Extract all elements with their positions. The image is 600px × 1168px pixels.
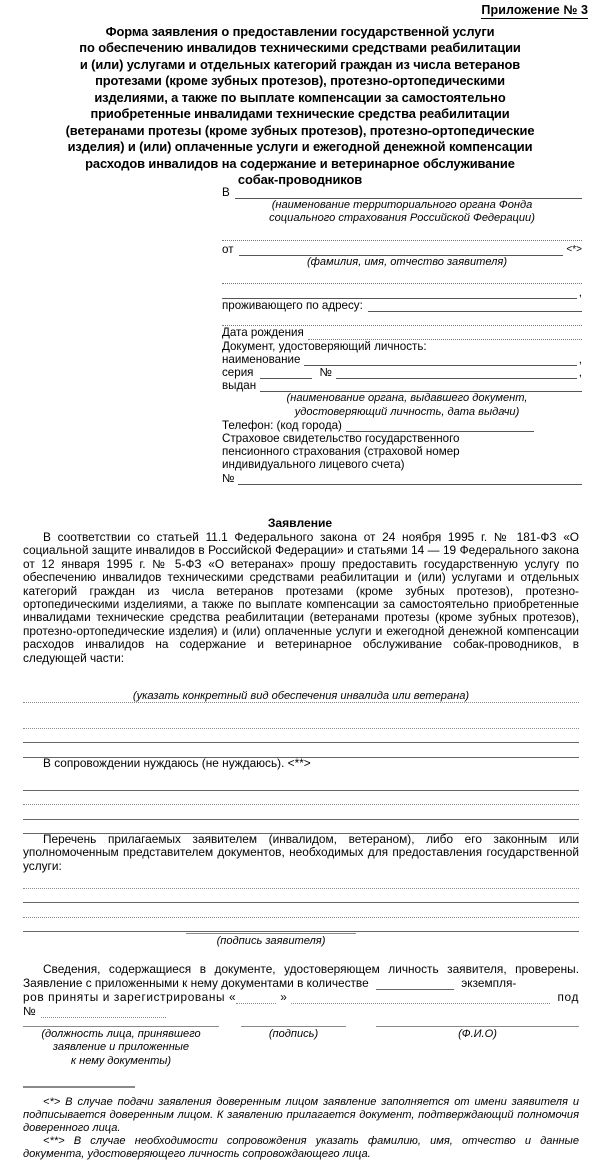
- applicant-name-input[interactable]: [239, 244, 564, 256]
- snils-label-line-1: Страховое свидетельство государственного: [222, 432, 460, 446]
- id-issued-caption-line-2: удостоверяющий личность, дата выдачи): [294, 405, 520, 418]
- official-position-caption-line-3: к нему документы): [70, 1054, 172, 1067]
- signature-table-gap-1: [219, 1026, 241, 1067]
- annex-label: Приложение № 3: [481, 3, 588, 17]
- id-number-input[interactable]: [336, 367, 577, 379]
- addressee-block: [222, 186, 582, 485]
- applicant-name-continuation-input[interactable]: [222, 287, 577, 299]
- attachments-line-2[interactable]: [23, 889, 579, 904]
- registration-text-2-tail: под: [557, 989, 579, 1004]
- id-number-comma: ,: [578, 366, 582, 380]
- comma-separator: ,: [578, 286, 582, 300]
- title-line-7: (ветеранами протезы (кроме зубных протезов), протезно-ортопедические: [65, 122, 535, 138]
- title-line-9: расходов инвалидов на содержание и ветеринарное обслуживание: [85, 155, 515, 171]
- official-signature-column: [241, 1026, 346, 1067]
- addressee-overflow-dotted-line[interactable]: [222, 228, 582, 241]
- applicant-name-continuation-row: [222, 286, 582, 299]
- attachments-line-3[interactable]: [23, 903, 579, 918]
- escort-declaration: В сопровождении нуждаюсь (не нуждаюсь). <**>: [43, 756, 311, 770]
- id-document-label: Документ, удостоверяющий личность:: [222, 339, 427, 353]
- escort-line-2[interactable]: [23, 791, 579, 806]
- footnotes-block: [23, 1096, 579, 1161]
- signature-table-gap-2: [346, 1026, 376, 1067]
- id-name-label: наименование: [222, 352, 301, 366]
- footnote-separator: [23, 1086, 135, 1088]
- registration-line-3: [23, 1005, 579, 1019]
- snils-number-row: [222, 472, 582, 485]
- attachments-lines: [23, 874, 579, 932]
- title-line-1: Форма заявления о предоставлении государственной услуги: [105, 24, 495, 39]
- id-name-comma: ,: [578, 352, 582, 366]
- snils-number-label: №: [222, 471, 235, 485]
- birthdate-label: Дата рождения: [222, 326, 304, 340]
- residence-label: проживающего по адресу:: [222, 299, 363, 313]
- attachments-line-1[interactable]: [23, 874, 579, 889]
- attachments-paragraph: Перечень прилагаемых заявителем (инвалидом, ветераном), либо его законным или уполномоченным представителем документов, необходимых для предоставления государственной услуги:: [23, 832, 579, 873]
- phone-label: Телефон: (код города): [222, 418, 342, 432]
- official-position-caption-line-2: заявление и приложенные: [52, 1041, 190, 1054]
- addressee-input[interactable]: [235, 187, 582, 199]
- phone-row: [222, 419, 582, 432]
- id-issued-input[interactable]: [260, 380, 582, 392]
- official-position-column: [23, 1026, 219, 1067]
- registration-copies-input[interactable]: [376, 978, 454, 990]
- applicant-name-footnote-marker: <*>: [566, 243, 582, 255]
- id-name-row: [222, 353, 582, 366]
- registration-line-1: [23, 963, 579, 990]
- addressee-caption-line-1: (наименование территориального органа Фонда: [271, 199, 533, 212]
- phone-input[interactable]: [346, 420, 534, 432]
- statement-body: В соответствии со статьей 11.1 Федерального закона от 24 ноября 1995 г. № 181-ФЗ «О социальной защите инвалидов в Российской Федерации» и статьями 14 — 19 Федерального закона от 12 января 1995 г. № 5-ФЗ «О ветеранах» прошу предоставить государственную услугу по обеспечению инвалидов техническими средствами реабилитации и (или) услугами и отдельных категорий граждан из числа ветеранов протезами (кроме зубных протезов), протезно-ортопедическими изделиями, а также по выплате компенсации за самостоятельно приобретенные инвалидами технические средства реабилитации (ветеранами протезы (кроме зубных протезов), протезно-ортопедические изделия) и (или) оплаченные услуги и ежегодной денежной компенсации расходов инвалидов на содержание и ветеринарное обслуживание собак-проводников, в следующей части:: [23, 530, 579, 665]
- registration-quote-close: »: [280, 989, 288, 1004]
- page-title: [28, 24, 572, 189]
- id-issued-caption-line-1: (наименование органа, выдавшего документ,: [286, 392, 528, 405]
- id-issued-label: выдан: [222, 379, 257, 393]
- footnote-1: <*> В случае подачи заявления доверенным лицом заявление заполняется от имени заявителя и подписывается доверенным лицом. К заявлению прилагается документ, подтверждающий полномочия доверенного лица.: [23, 1096, 579, 1135]
- snils-number-input[interactable]: [238, 473, 582, 485]
- registration-text-2: ров приняты и зарегистрированы «: [23, 989, 237, 1004]
- registration-number-label: №: [23, 1003, 36, 1018]
- official-signature-caption: (подпись): [268, 1028, 319, 1040]
- attachments-line-4[interactable]: [23, 918, 579, 933]
- registration-text-1-tail: экземпля-: [461, 975, 517, 990]
- title-line-10: собак-проводников: [237, 172, 363, 188]
- assistance-kind-line-3[interactable]: [23, 729, 579, 744]
- applicant-name-overflow-dotted-line[interactable]: [222, 271, 582, 284]
- registration-line-2: [23, 991, 579, 1005]
- title-line-8: изделия) и (или) оплаченные услуги и ежегодной денежной компенсации: [67, 139, 533, 155]
- title-line-6: приобретенные инвалидами технические средства реабилитации: [90, 106, 510, 122]
- official-position-caption-line-1: (должность лица, принявшего: [41, 1028, 201, 1040]
- footnote-2: <**> В случае необходимости сопровождения указать фамилию, имя, отчество и данные документа, удостоверяющего личность сопровождающего лица.: [23, 1135, 579, 1161]
- title-line-5: изделиями, а также по выплате компенсации за самостоятельно: [94, 89, 506, 105]
- escort-line-1[interactable]: [23, 776, 579, 791]
- id-number-label: №: [319, 366, 332, 380]
- title-line-2: по обеспечению инвалидов техническими средствами реабилитации: [79, 40, 521, 56]
- escort-line-3[interactable]: [23, 805, 579, 820]
- title-line-3: и (или) услугами и отдельных категорий граждан из числа ветеранов: [79, 56, 521, 72]
- snils-label-line-2: пенсионного страхования (страховой номер: [222, 445, 460, 459]
- addressee-caption-line-2: социального страхования Российской Федерации): [269, 212, 535, 225]
- addressee-row: [222, 186, 582, 199]
- official-signature-table: [23, 1026, 579, 1067]
- applicant-name-row: [222, 243, 582, 256]
- escort-lines: [23, 776, 579, 834]
- assistance-kind-caption: (указать конкретный вид обеспечения инвалида или ветерана): [132, 690, 470, 702]
- registration-number-input[interactable]: [41, 1006, 166, 1018]
- id-series-label: серия: [222, 366, 254, 380]
- title-line-4: протезами (кроме зубных протезов), протезно-ортопедическими: [95, 73, 505, 89]
- applicant-signature-block: [186, 933, 356, 947]
- residence-overflow-dotted-line[interactable]: [222, 313, 582, 326]
- official-fullname-caption: (Ф.И.О): [458, 1028, 497, 1040]
- assistance-kind-lines-cont: [23, 714, 579, 758]
- registration-text-1: Сведения, содержащиеся в документе, удостоверяющем личность заявителя, проверены. Заявление с приложенными к нему документами в количестве: [23, 962, 579, 990]
- assistance-kind-line-2[interactable]: [23, 714, 579, 729]
- official-fullname-column: [376, 1026, 579, 1067]
- residence-row: [222, 299, 582, 312]
- applicant-name-caption: (фамилия, имя, отчество заявителя): [306, 255, 508, 268]
- id-series-number-row: [222, 366, 582, 379]
- registration-day-input[interactable]: [236, 992, 276, 1004]
- birthdate-input[interactable]: [308, 328, 582, 340]
- applicant-signature-caption: (подпись заявителя): [216, 935, 326, 947]
- registration-month-year-input[interactable]: [291, 992, 549, 1004]
- snils-label-line-3: индивидуального лицевого счета): [222, 458, 405, 472]
- id-name-input[interactable]: [304, 354, 576, 366]
- id-series-input[interactable]: [260, 367, 312, 379]
- registration-block: [23, 963, 579, 1018]
- addressee-label: В: [222, 186, 230, 199]
- statement-heading: Заявление: [267, 516, 333, 530]
- id-issued-row: [222, 379, 582, 392]
- applicant-name-label: от: [222, 242, 234, 256]
- birthdate-row: [222, 326, 582, 339]
- residence-input[interactable]: [368, 300, 582, 312]
